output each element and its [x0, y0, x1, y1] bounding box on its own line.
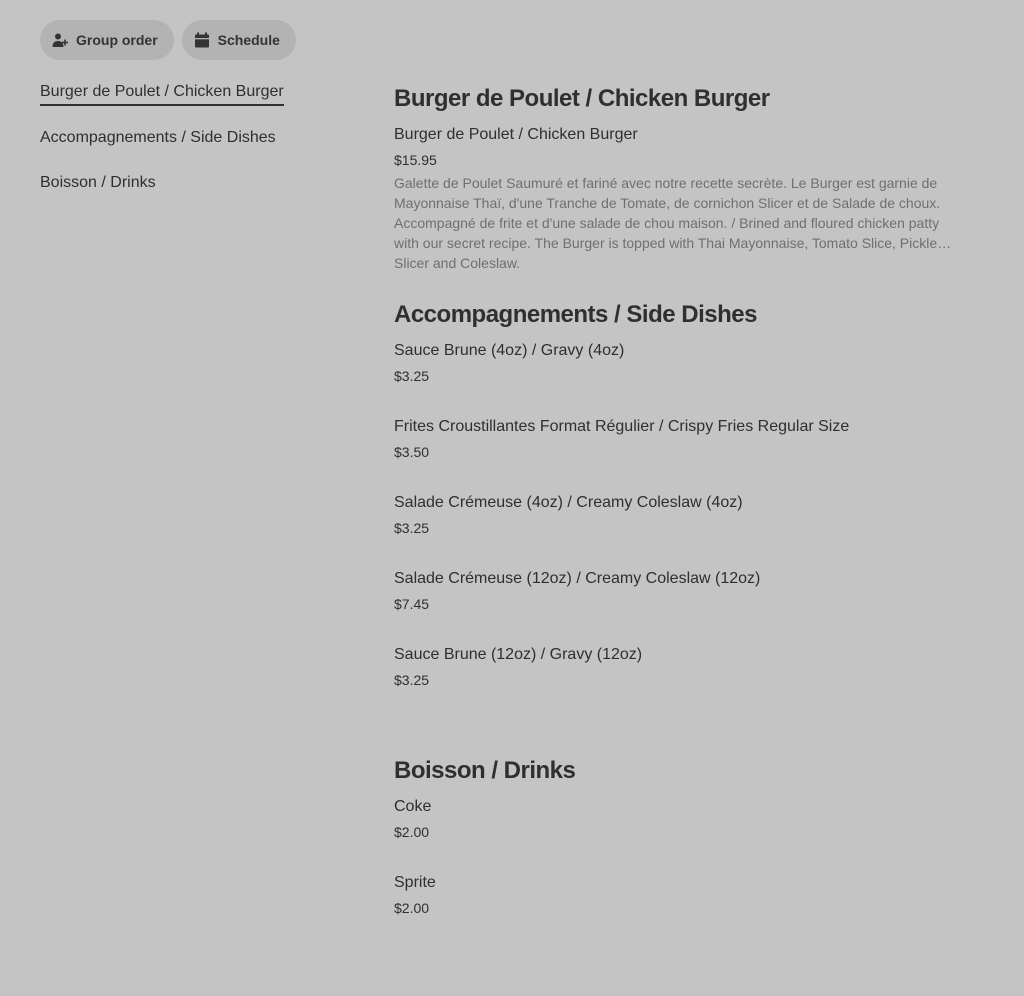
item-price: $3.50	[394, 444, 430, 460]
item-price: $3.25	[394, 672, 430, 688]
sidebar-item-chicken-burger	[40, 82, 340, 128]
item-name: Frites Croustillantes Format Régulier / Crispy Fries Regular Size	[394, 418, 850, 435]
category-sidebar	[40, 82, 340, 218]
item-name: Salade Crémeuse (4oz) / Creamy Coleslaw (4oz)	[394, 494, 743, 511]
item-name: Salade Crémeuse (12oz) / Creamy Coleslaw (12oz)	[394, 570, 761, 587]
group-order-button[interactable]	[40, 20, 174, 60]
item-name: Coke	[394, 798, 432, 815]
menu-item[interactable]	[394, 873, 974, 949]
section-title: Boisson / Drinks	[394, 757, 576, 784]
menu-item[interactable]	[394, 125, 974, 271]
group-order-label: Group order	[76, 32, 158, 48]
sidebar-link-side-dishes[interactable]: Accompagnements / Side Dishes	[40, 129, 276, 146]
item-price: $2.00	[394, 900, 430, 916]
menu-item[interactable]	[394, 797, 974, 873]
menu-item[interactable]	[394, 645, 974, 721]
section-title: Accompagnements / Side Dishes	[394, 301, 757, 328]
item-description: Galette de Poulet Saumuré et fariné avec notre recette secrète. Le Burger est garnie de Mayonnaise Thaï, d'une Tranche de Tomate, de cornichon Slicer et de Salade de choux. Accompagné de frite et d'une salade de chou maison. / Brined and floured chicken patty with our secret recipe. The Burger is topped with Thai Mayonnaise, Tomato Slice, Pickle Slicer and Coleslaw.	[394, 175, 941, 271]
item-price: $15.95	[394, 152, 437, 168]
sidebar-item-drinks	[40, 173, 340, 218]
item-name: Sprite	[394, 874, 436, 891]
item-price: $3.25	[394, 520, 430, 536]
menu-item[interactable]	[394, 569, 974, 645]
item-name: Burger de Poulet / Chicken Burger	[394, 126, 638, 143]
item-price: $3.25	[394, 368, 430, 384]
item-name: Sauce Brune (12oz) / Gravy (12oz)	[394, 646, 643, 663]
section-side-dishes	[394, 299, 974, 721]
menu-item[interactable]	[394, 417, 974, 493]
sidebar-link-drinks[interactable]: Boisson / Drinks	[40, 174, 156, 191]
top-actions	[40, 20, 296, 60]
section-chicken-burger	[394, 83, 974, 271]
sidebar-link-chicken-burger[interactable]: Burger de Poulet / Chicken Burger	[40, 82, 284, 106]
person-plus-icon	[52, 32, 68, 48]
menu-item[interactable]	[394, 493, 974, 569]
section-title: Burger de Poulet / Chicken Burger	[394, 85, 770, 112]
menu-item[interactable]	[394, 341, 974, 417]
schedule-label: Schedule	[217, 32, 280, 48]
section-drinks	[394, 755, 974, 949]
calendar-icon	[194, 32, 210, 48]
schedule-button[interactable]	[182, 20, 296, 60]
item-name: Sauce Brune (4oz) / Gravy (4oz)	[394, 342, 625, 359]
item-price: $7.45	[394, 596, 430, 612]
item-price: $2.00	[394, 824, 430, 840]
menu-content	[394, 83, 974, 983]
sidebar-item-side-dishes	[40, 128, 340, 173]
